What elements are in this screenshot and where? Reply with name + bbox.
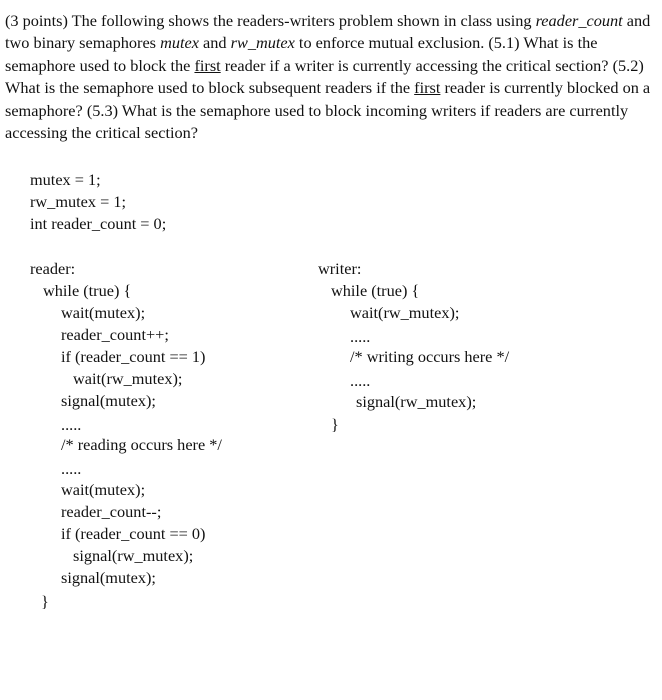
question-part: and	[198, 33, 231, 53]
reader-ellipsis: .....	[61, 415, 82, 434]
underlined-first: first	[414, 78, 441, 98]
writer-ellipsis: .....	[350, 327, 371, 346]
reader-code-line: signal(rw_mutex);	[73, 546, 194, 565]
reader-ellipsis: .....	[61, 459, 82, 478]
reader-loop-open: while (true) {	[43, 281, 132, 300]
writer-comment: /* writing occurs here */	[350, 347, 510, 366]
reader-loop-close: }	[41, 592, 49, 611]
writer-code-line: signal(rw_mutex);	[356, 392, 477, 411]
init-line-reader-count: int reader_count = 0;	[30, 214, 167, 233]
reader-code-line: signal(mutex);	[61, 568, 156, 587]
reader-comment: /* reading occurs here */	[61, 435, 222, 454]
writer-label: writer:	[318, 259, 362, 278]
init-line-rw-mutex: rw_mutex = 1;	[30, 192, 127, 211]
question-part: reader is currently blocked on a semaphore? (5.3) What is the semaphore used to block incoming writers if readers are currently accessing the critical section?	[5, 78, 651, 143]
writer-loop-open: while (true) {	[331, 281, 420, 300]
question-part: reader if a writer is currently accessing the critical section? (5.2) What is the semaphore used to block subsequent readers if the	[5, 55, 644, 98]
reader-label: reader:	[30, 259, 76, 278]
var-rw-mutex: rw_mutex	[230, 33, 295, 53]
reader-code-line: wait(rw_mutex);	[73, 369, 183, 388]
question-part: (3 points) The following shows the readers-writers problem shown in class using	[5, 11, 536, 30]
writer-code-line: wait(rw_mutex);	[350, 303, 460, 322]
init-line-mutex: mutex = 1;	[30, 170, 101, 189]
reader-code-line: wait(mutex);	[61, 303, 146, 322]
reader-code-line: reader_count--;	[61, 502, 162, 521]
reader-code-line: wait(mutex);	[61, 480, 146, 499]
underlined-first: first	[194, 55, 221, 75]
writer-loop-close: }	[331, 415, 339, 434]
writer-ellipsis: .....	[350, 371, 371, 390]
reader-code-line: reader_count++;	[61, 325, 169, 344]
reader-code-line: if (reader_count == 1)	[61, 347, 206, 366]
question-part: and two binary semaphores	[5, 11, 651, 53]
var-mutex: mutex	[160, 33, 199, 53]
reader-code-line: if (reader_count == 0)	[61, 524, 206, 543]
question-part: to enforce mutual exclusion. (5.1) What is the semaphore used to block the	[5, 33, 598, 75]
var-reader-count: reader_count	[535, 11, 623, 30]
question-text	[5, 10, 655, 144]
reader-code-line: signal(mutex);	[61, 391, 156, 410]
